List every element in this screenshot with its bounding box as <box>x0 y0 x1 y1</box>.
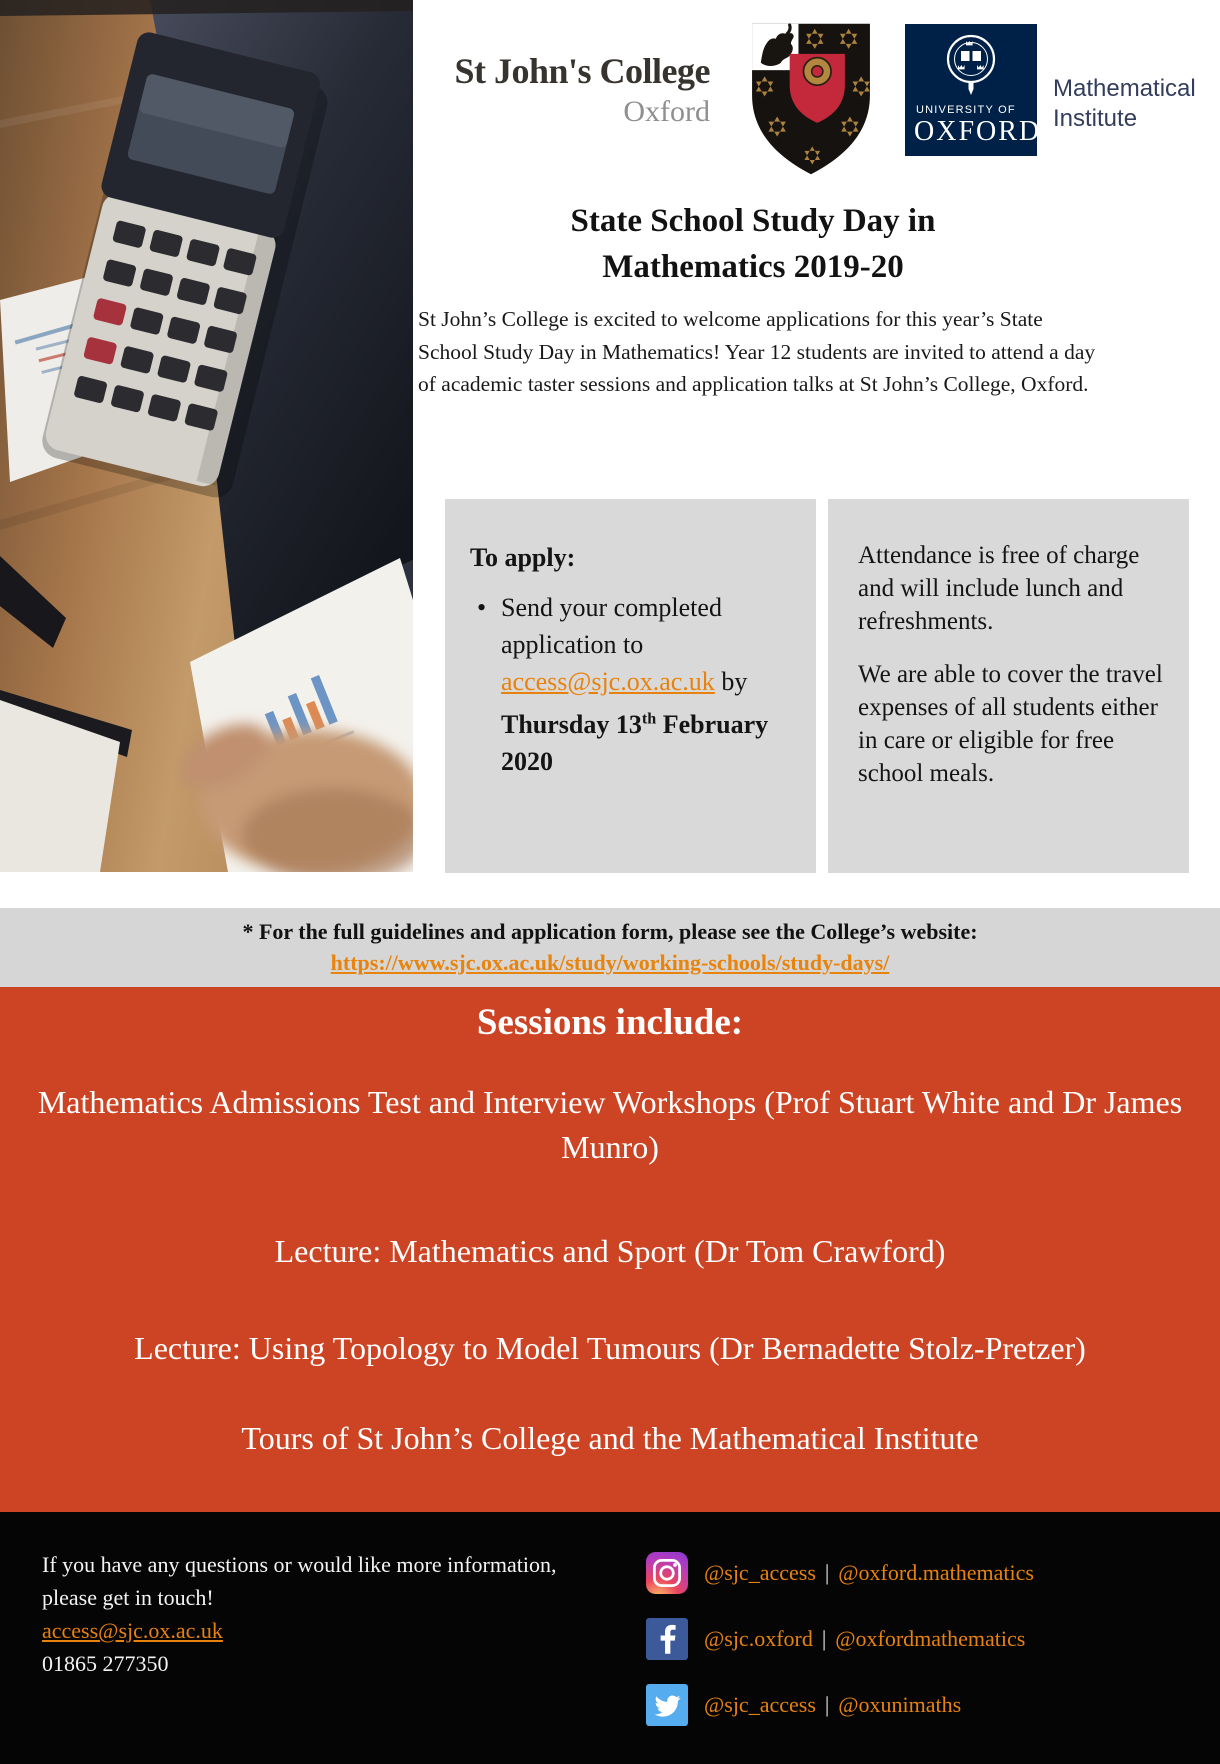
contact-footer <box>0 1512 1220 1764</box>
handle-separator: | <box>824 1692 830 1717</box>
math-institute-line1: Mathematical <box>1053 75 1196 102</box>
apply-text-before: Send your completed application to <box>501 593 722 659</box>
handle-separator: | <box>824 1560 830 1585</box>
deadline-ordinal: th <box>641 710 657 727</box>
instagram-handle-sjc[interactable]: @sjc_access <box>704 1560 816 1585</box>
facebook-handle-maths[interactable]: @oxfordmathematics <box>835 1626 1026 1651</box>
info-paragraph-2: We are able to cover the travel expenses of all students either in care or eligible for free school meals. <box>858 661 1163 787</box>
contact-line1: If you have any questions or would like more information, <box>42 1552 557 1577</box>
oxford-belt-crest-icon <box>939 29 1003 99</box>
intro-paragraph: St John’s College is excited to welcome applications for this year’s State School Study Day in Mathematics! Year 12 students are invited to attend a day of academic taster sessions and application talks at St John’s College, Oxford. <box>418 307 1096 397</box>
title-line1: State School Study Day in <box>570 203 936 239</box>
social-row-facebook <box>646 1618 1034 1660</box>
instagram-handle-maths[interactable]: @oxford.mathematics <box>838 1560 1034 1585</box>
oxford-university-logo <box>905 24 1042 156</box>
to-apply-heading: To apply: <box>470 543 576 572</box>
mathematical-institute-logo <box>1053 74 1196 134</box>
college-website-link[interactable]: https://www.sjc.ox.ac.uk/study/working-schools/study-days/ <box>330 950 890 975</box>
sessions-heading: Sessions include: <box>476 1002 744 1043</box>
social-row-twitter <box>646 1684 1034 1726</box>
deadline-day: Thursday 13 <box>501 709 642 739</box>
title-line2: Mathematics 2019-20 <box>602 249 904 286</box>
handle-separator: | <box>821 1626 827 1651</box>
twitter-handles <box>704 1692 961 1718</box>
facebook-handle-sjc[interactable]: @sjc.oxford <box>704 1626 813 1651</box>
deadline-rest: February 2020 <box>501 709 769 776</box>
guidelines-note: * For the full guidelines and application form, please see the College’s website: <box>242 919 978 944</box>
st-johns-wordmark <box>375 52 710 129</box>
instagram-handles <box>704 1560 1034 1586</box>
apply-text-mid: by <box>714 667 748 696</box>
apply-bullet-item <box>470 589 792 780</box>
page-title <box>418 198 1088 290</box>
apply-instructions <box>501 589 792 780</box>
session-item: Mathematics Admissions Test and Interview Workshops (Prof Stuart White and Dr James Munro) <box>37 1084 1183 1166</box>
college-name: St John's College <box>454 51 710 91</box>
sessions-section <box>0 987 1220 1512</box>
desk-calculator-photo <box>0 0 413 872</box>
social-media-block <box>646 1552 1034 1750</box>
facebook-icon <box>646 1618 688 1660</box>
twitter-handle-sjc[interactable]: @sjc_access <box>704 1692 816 1717</box>
info-paragraph-1: Attendance is free of charge and will include lunch and refreshments. <box>858 542 1140 635</box>
desk-photo-illustration <box>0 0 413 872</box>
session-item: Tours of St John’s College and the Mathematical Institute <box>241 1419 979 1456</box>
university-of-label: UNIVERSITY OF <box>916 104 1016 116</box>
math-institute-line2: Institute <box>1053 105 1138 132</box>
st-johns-crest-icon <box>748 20 874 178</box>
contact-phone: 01865 277350 <box>42 1651 169 1676</box>
social-row-instagram <box>646 1552 1034 1594</box>
twitter-handle-maths[interactable]: @oxunimaths <box>838 1692 962 1717</box>
instagram-icon <box>646 1552 688 1594</box>
oxford-label: OXFORD <box>914 116 1042 147</box>
session-item: Lecture: Mathematics and Sport (Dr Tom Crawford) <box>274 1232 946 1269</box>
bullet-point: • <box>477 593 487 622</box>
college-place: Oxford <box>623 94 710 128</box>
guidelines-banner <box>0 908 1220 987</box>
apply-deadline <box>501 710 768 776</box>
contact-block <box>42 1548 556 1680</box>
contact-line2: please get in touch! <box>42 1585 214 1610</box>
apply-email-link[interactable]: access@sjc.ox.ac.uk <box>501 667 715 696</box>
to-apply-box <box>445 499 816 873</box>
attendance-info-box <box>828 499 1189 873</box>
session-item: Lecture: Using Topology to Model Tumours (Dr Bernadette Stolz-Pretzer) <box>134 1330 1086 1367</box>
twitter-icon <box>646 1684 688 1726</box>
contact-email-link[interactable]: access@sjc.ox.ac.uk <box>42 1618 223 1643</box>
facebook-handles <box>704 1626 1025 1652</box>
